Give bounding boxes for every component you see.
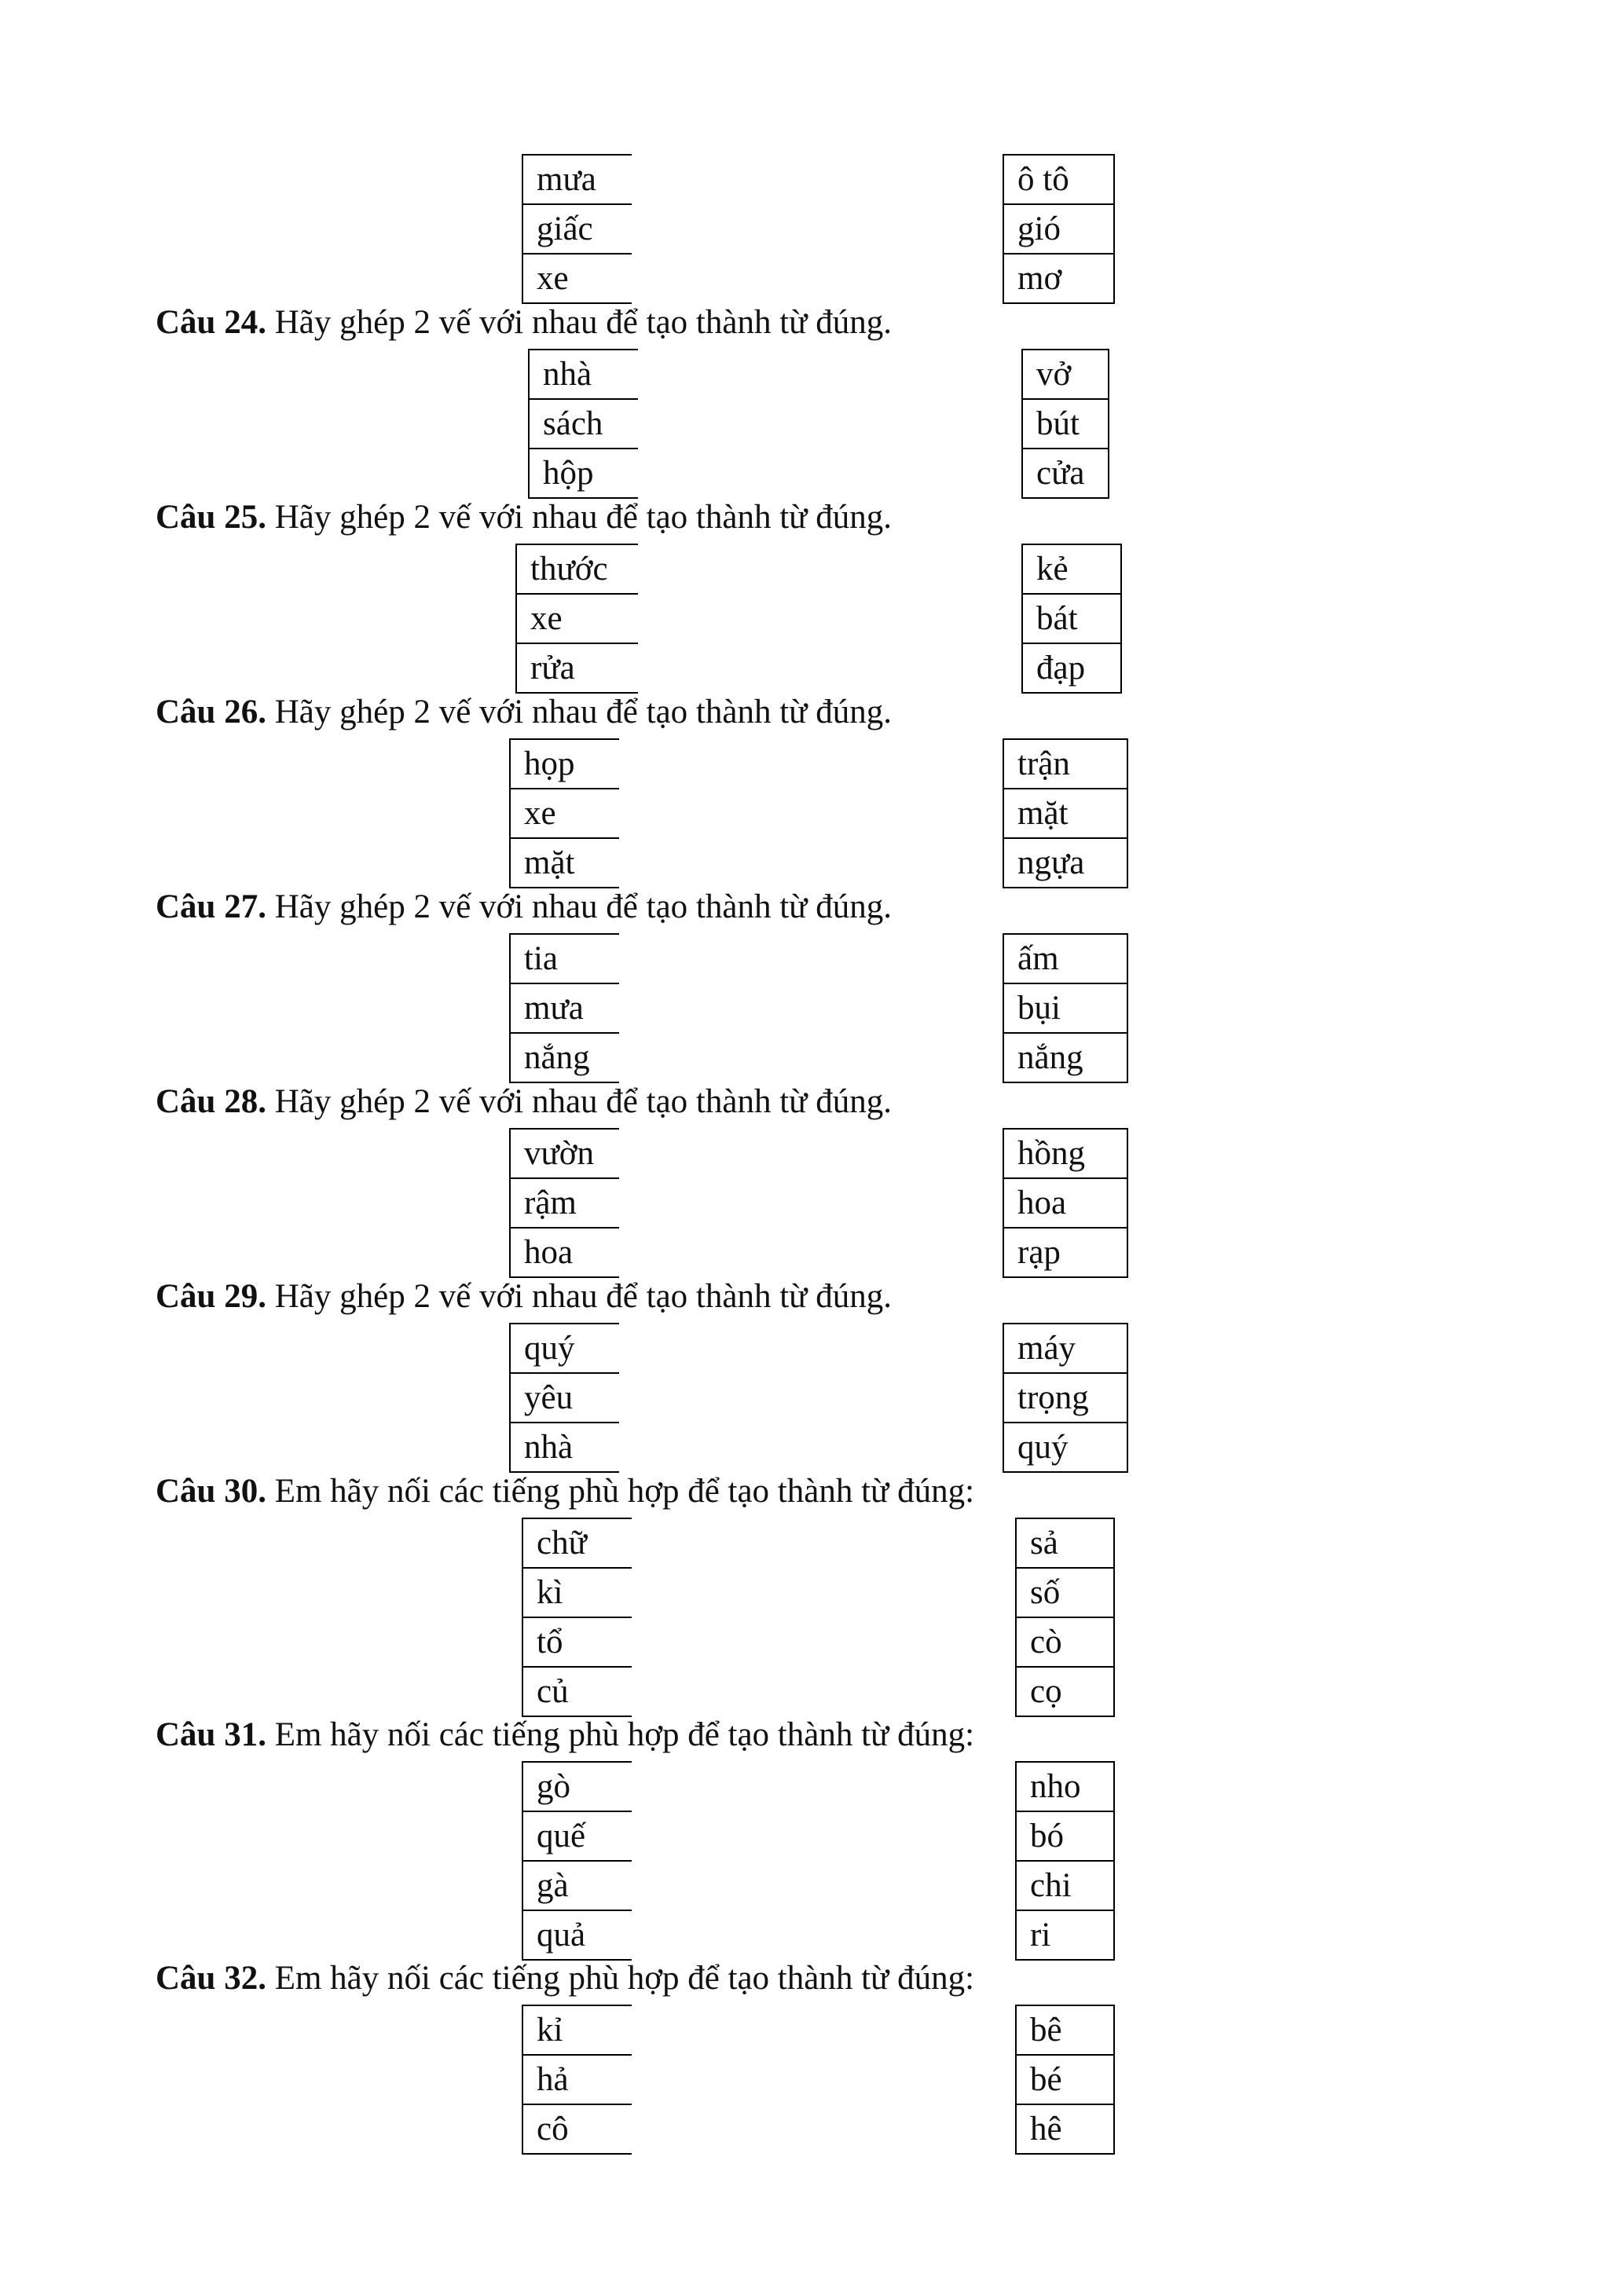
left-syllable: quả	[522, 1910, 632, 1960]
question-text: Hãy ghép 2 vế với nhau để tạo thành từ đúng.	[266, 694, 892, 731]
right-syllable: kẻ	[1022, 544, 1121, 594]
left-row	[522, 1762, 632, 1811]
question-heading	[156, 1273, 892, 1320]
right-row	[1003, 1373, 1127, 1423]
left-syllable: nắng	[510, 1033, 619, 1082]
left-row	[529, 399, 638, 449]
left-syllable: nhà	[510, 1423, 619, 1472]
question-text: Hãy ghép 2 vế với nhau để tạo thành từ đúng.	[266, 1278, 892, 1315]
right-syllable: hê	[1016, 2104, 1114, 2154]
right-row	[1016, 1811, 1114, 1861]
question-number: Câu 27.	[156, 888, 266, 925]
right-syllable: chi	[1016, 1861, 1114, 1910]
right-row	[1003, 934, 1127, 983]
right-row	[1016, 2005, 1114, 2055]
question-text: Hãy ghép 2 vế với nhau để tạo thành từ đúng.	[266, 888, 892, 925]
left-row	[510, 838, 619, 888]
question-heading	[156, 1955, 974, 2002]
right-syllable: bé	[1016, 2055, 1114, 2104]
left-row	[510, 1129, 619, 1178]
right-row	[1003, 789, 1127, 838]
right-row	[1003, 254, 1114, 303]
left-column	[509, 738, 619, 888]
right-row	[1022, 350, 1109, 399]
right-syllable: vở	[1022, 350, 1109, 399]
left-syllable: mặt	[510, 838, 619, 888]
question-number: Câu 29.	[156, 1278, 266, 1315]
left-syllable: quế	[522, 1811, 632, 1861]
right-column	[1015, 2005, 1115, 2155]
left-syllable: quý	[510, 1324, 619, 1373]
left-row	[522, 2055, 632, 2104]
question-heading	[156, 1078, 892, 1126]
right-row	[1003, 1228, 1127, 1277]
right-syllable: cò	[1016, 1617, 1114, 1667]
left-syllable: họp	[510, 739, 619, 789]
right-row	[1003, 983, 1127, 1033]
left-row	[510, 1228, 619, 1277]
left-syllable: mưa	[522, 155, 632, 204]
left-row	[522, 1617, 632, 1667]
right-row	[1003, 1178, 1127, 1228]
right-syllable: bát	[1022, 594, 1121, 643]
right-row	[1016, 2055, 1114, 2104]
left-syllable: rậm	[510, 1178, 619, 1228]
left-syllable: tổ	[522, 1617, 632, 1667]
right-row	[1016, 1518, 1114, 1568]
left-column	[515, 544, 638, 694]
question-number: Câu 32.	[156, 1960, 266, 1997]
question-number: Câu 26.	[156, 694, 266, 731]
left-row	[510, 1423, 619, 1472]
right-row	[1022, 643, 1121, 693]
right-row	[1003, 155, 1114, 204]
left-row	[516, 544, 638, 594]
left-syllable: sách	[529, 399, 638, 449]
left-row	[516, 643, 638, 693]
left-column	[522, 154, 632, 304]
left-syllable: mưa	[510, 983, 619, 1033]
right-syllable: ngựa	[1003, 838, 1127, 888]
right-row	[1022, 449, 1109, 498]
left-row	[510, 789, 619, 838]
left-syllable: gò	[522, 1762, 632, 1811]
left-syllable: thước	[516, 544, 638, 594]
right-row	[1016, 2104, 1114, 2154]
right-syllable: nho	[1016, 1762, 1114, 1811]
right-syllable: rạp	[1003, 1228, 1127, 1277]
right-column	[1003, 154, 1115, 304]
right-row	[1016, 1762, 1114, 1811]
left-row	[510, 739, 619, 789]
left-syllable: chữ	[522, 1518, 632, 1568]
question-text: Em hãy nối các tiếng phù hợp để tạo thành từ đúng:	[266, 1716, 975, 1753]
left-row	[529, 449, 638, 498]
right-syllable: bê	[1016, 2005, 1114, 2055]
left-syllable: cô	[522, 2104, 632, 2154]
left-row	[510, 983, 619, 1033]
left-row	[522, 1667, 632, 1716]
right-syllable: bó	[1016, 1811, 1114, 1861]
question-heading	[156, 494, 892, 541]
left-syllable: vườn	[510, 1129, 619, 1178]
right-row	[1016, 1617, 1114, 1667]
right-row	[1003, 1324, 1127, 1373]
left-row	[522, 155, 632, 204]
left-row	[522, 1910, 632, 1960]
right-column	[1021, 349, 1109, 499]
question-text: Hãy ghép 2 vế với nhau để tạo thành từ đúng.	[266, 304, 892, 341]
right-row	[1003, 1033, 1127, 1082]
right-column	[1003, 1323, 1128, 1473]
left-column	[522, 1518, 632, 1717]
right-syllable: ri	[1016, 1910, 1114, 1960]
right-syllable: nắng	[1003, 1033, 1127, 1082]
left-row	[522, 1518, 632, 1568]
right-column	[1015, 1518, 1115, 1717]
left-column	[509, 933, 619, 1083]
left-syllable: rửa	[516, 643, 638, 693]
right-syllable: mặt	[1003, 789, 1127, 838]
left-syllable: củ	[522, 1667, 632, 1716]
question-heading	[156, 689, 892, 736]
left-row	[522, 1568, 632, 1617]
left-row	[510, 934, 619, 983]
left-syllable: xe	[516, 594, 638, 643]
right-syllable: gió	[1003, 204, 1114, 254]
left-syllable: xe	[522, 254, 632, 303]
right-syllable: cửa	[1022, 449, 1109, 498]
left-row	[522, 1811, 632, 1861]
left-syllable: nhà	[529, 350, 638, 399]
right-syllable: bút	[1022, 399, 1109, 449]
left-syllable: hộp	[529, 449, 638, 498]
question-text: Em hãy nối các tiếng phù hợp để tạo thành từ đúng:	[266, 1960, 975, 1997]
right-row	[1003, 1423, 1127, 1472]
right-column	[1003, 933, 1128, 1083]
right-row	[1022, 544, 1121, 594]
question-number: Câu 30.	[156, 1473, 266, 1510]
left-column	[522, 2005, 632, 2155]
left-column	[522, 1761, 632, 1961]
left-syllable: tia	[510, 934, 619, 983]
left-syllable: hả	[522, 2055, 632, 2104]
left-row	[522, 204, 632, 254]
right-row	[1022, 594, 1121, 643]
right-row	[1016, 1910, 1114, 1960]
left-syllable: giấc	[522, 204, 632, 254]
left-syllable: hoa	[510, 1228, 619, 1277]
right-syllable: ô tô	[1003, 155, 1114, 204]
right-syllable: mơ	[1003, 254, 1114, 303]
left-row	[522, 2005, 632, 2055]
right-syllable: hồng	[1003, 1129, 1127, 1178]
right-row	[1003, 838, 1127, 888]
right-syllable: sả	[1016, 1518, 1114, 1568]
question-number: Câu 28.	[156, 1083, 266, 1120]
question-heading	[156, 1712, 974, 1759]
question-number: Câu 31.	[156, 1716, 266, 1753]
right-row	[1003, 739, 1127, 789]
left-syllable: kì	[522, 1568, 632, 1617]
right-row	[1022, 399, 1109, 449]
right-syllable: đạp	[1022, 643, 1121, 693]
right-row	[1016, 1568, 1114, 1617]
right-syllable: bụi	[1003, 983, 1127, 1033]
left-row	[529, 350, 638, 399]
left-row	[522, 2104, 632, 2154]
right-column	[1015, 1761, 1115, 1961]
left-syllable: yêu	[510, 1373, 619, 1423]
right-syllable: cọ	[1016, 1667, 1114, 1716]
right-syllable: máy	[1003, 1324, 1127, 1373]
left-row	[522, 254, 632, 303]
right-syllable: trọng	[1003, 1373, 1127, 1423]
left-column	[509, 1128, 619, 1278]
right-row	[1016, 1667, 1114, 1716]
left-row	[510, 1178, 619, 1228]
right-syllable: quý	[1003, 1423, 1127, 1472]
left-column	[509, 1323, 619, 1473]
left-row	[522, 1861, 632, 1910]
left-row	[510, 1373, 619, 1423]
right-row	[1003, 1129, 1127, 1178]
right-column	[1021, 544, 1122, 694]
right-syllable: số	[1016, 1568, 1114, 1617]
right-syllable: hoa	[1003, 1178, 1127, 1228]
question-text: Hãy ghép 2 vế với nhau để tạo thành từ đúng.	[266, 1083, 892, 1120]
left-row	[516, 594, 638, 643]
question-heading	[156, 1468, 974, 1515]
right-syllable: trận	[1003, 739, 1127, 789]
right-row	[1003, 204, 1114, 254]
right-column	[1003, 1128, 1128, 1278]
right-syllable: ấm	[1003, 934, 1127, 983]
question-heading	[156, 299, 892, 346]
left-syllable: kỉ	[522, 2005, 632, 2055]
question-number: Câu 25.	[156, 499, 266, 536]
left-row	[510, 1033, 619, 1082]
question-text: Hãy ghép 2 vế với nhau để tạo thành từ đúng.	[266, 499, 892, 536]
left-syllable: gà	[522, 1861, 632, 1910]
right-row	[1016, 1861, 1114, 1910]
left-column	[528, 349, 638, 499]
left-row	[510, 1324, 619, 1373]
right-column	[1003, 738, 1128, 888]
question-heading	[156, 884, 892, 931]
question-text: Em hãy nối các tiếng phù hợp để tạo thành từ đúng:	[266, 1473, 975, 1510]
left-syllable: xe	[510, 789, 619, 838]
question-number: Câu 24.	[156, 304, 266, 341]
